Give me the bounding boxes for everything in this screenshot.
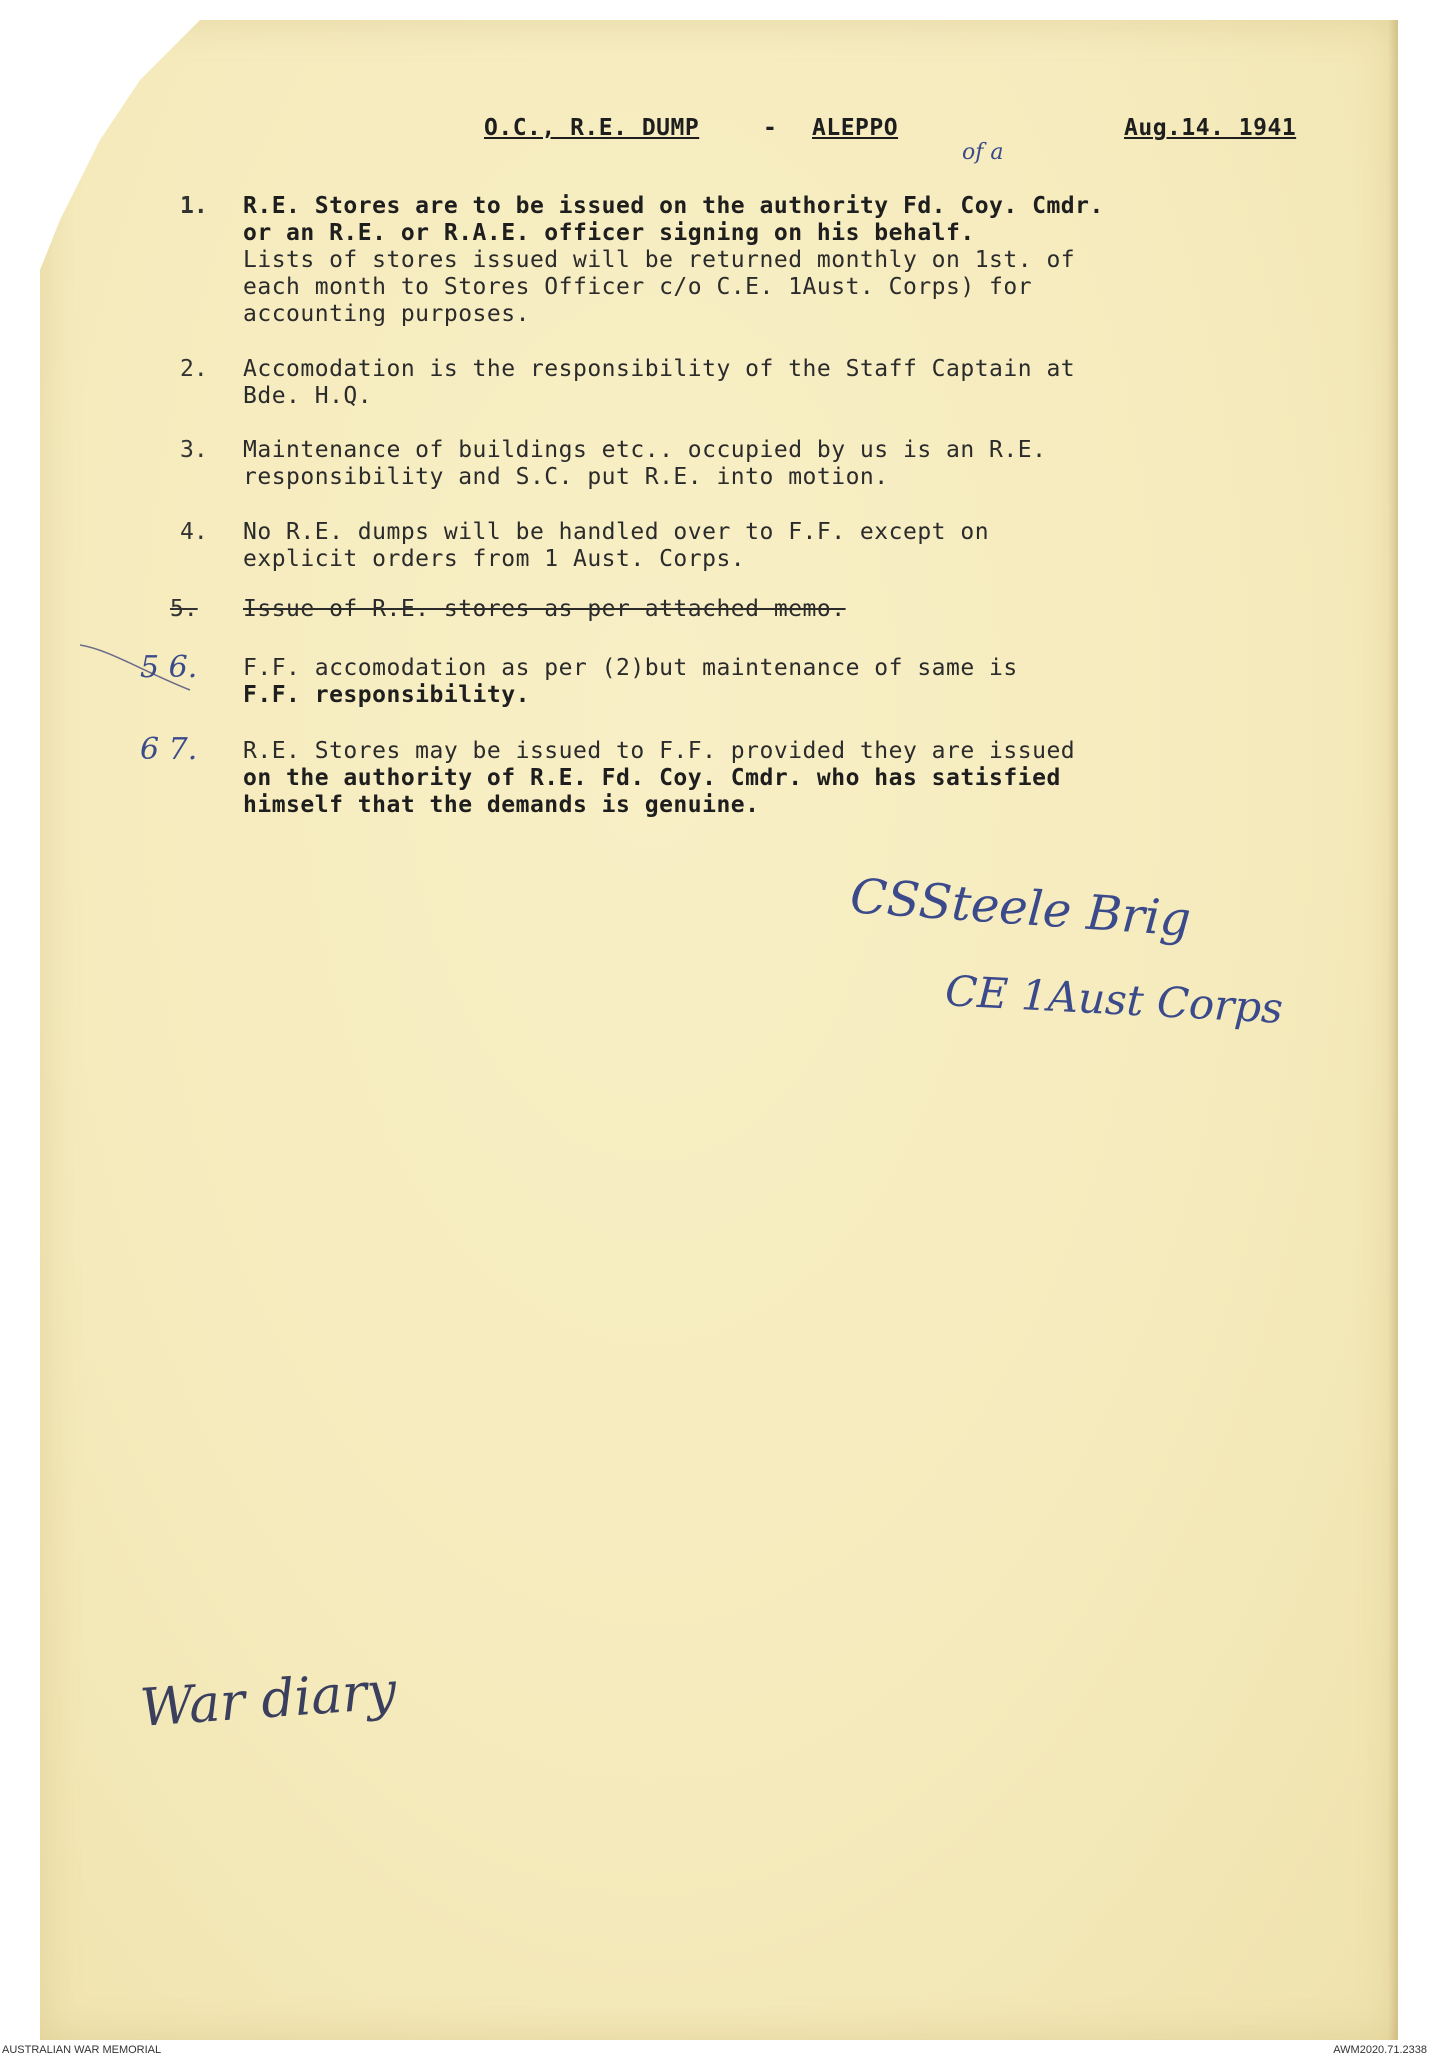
item-number-5: 5. [170, 596, 198, 622]
item-4-line-2: explicit orders from 1 Aust. Corps. [243, 546, 746, 572]
item-7-line-1: R.E. Stores may be issued to F.F. provided they are issued [243, 738, 1076, 764]
item-number-3: 3. [180, 437, 208, 463]
item-2-line-1: Accomodation is the responsibility of the Staff Captain at [243, 356, 1076, 382]
handwritten-insertion: of a [962, 140, 1004, 165]
item-7-line-3: himself that the demands is genuine. [243, 792, 760, 818]
item-6-line-2: F.F. responsibility. [243, 682, 530, 708]
signature-title: CE 1Aust Corps [943, 966, 1285, 1033]
item-5-struck-line: Issue of R.E. stores as per attached memo. [243, 596, 846, 622]
item-4-line-1: No R.E. dumps will be handled over to F.F. except on [243, 519, 990, 545]
item-number-7: 6 7. [140, 732, 198, 767]
item-1-line-3: Lists of stores issued will be returned monthly on 1st. of [243, 247, 1076, 273]
document-title: O.C., R.E. DUMP [484, 115, 700, 141]
item-number-6: 5 6. [140, 650, 198, 685]
footer-right: AWM2020.71.2338 [1333, 2044, 1427, 2056]
item-1-line-2: or an R.E. or R.A.E. officer signing on his behalf. [243, 220, 975, 246]
item-1-line-1: R.E. Stores are to be issued on the authority Fd. Coy. Cmdr. [243, 193, 1104, 219]
war-diary-annotation: War diary [138, 1661, 399, 1739]
item-3-line-2: responsibility and S.C. put R.E. into motion. [243, 464, 889, 490]
item-1-line-5: accounting purposes. [243, 301, 530, 327]
item-number-1: 1. [180, 193, 208, 219]
item-3-line-1: Maintenance of buildings etc.. occupied by us is an R.E. [243, 437, 1047, 463]
item-number-4: 4. [180, 519, 208, 545]
item-number-2: 2. [180, 356, 208, 382]
item-1-line-4: each month to Stores Officer c/o C.E. 1Aust. Corps) for [243, 274, 1033, 300]
item-7-line-2: on the authority of R.E. Fd. Coy. Cmdr. who has satisfied [243, 765, 1061, 791]
document-place: ALEPPO [812, 115, 899, 141]
footer-left: AUSTRALIAN WAR MEMORIAL [2, 2044, 162, 2056]
item-6-line-1: F.F. accomodation as per (2)but maintenance of same is [243, 655, 1018, 681]
item-2-line-2: Bde. H.Q. [243, 383, 373, 409]
document-date: Aug.14. 1941 [1124, 115, 1297, 141]
title-dash: - [763, 115, 778, 141]
signature: CSSteele Brig [848, 868, 1193, 948]
page-edge-shadow [1388, 20, 1398, 2040]
